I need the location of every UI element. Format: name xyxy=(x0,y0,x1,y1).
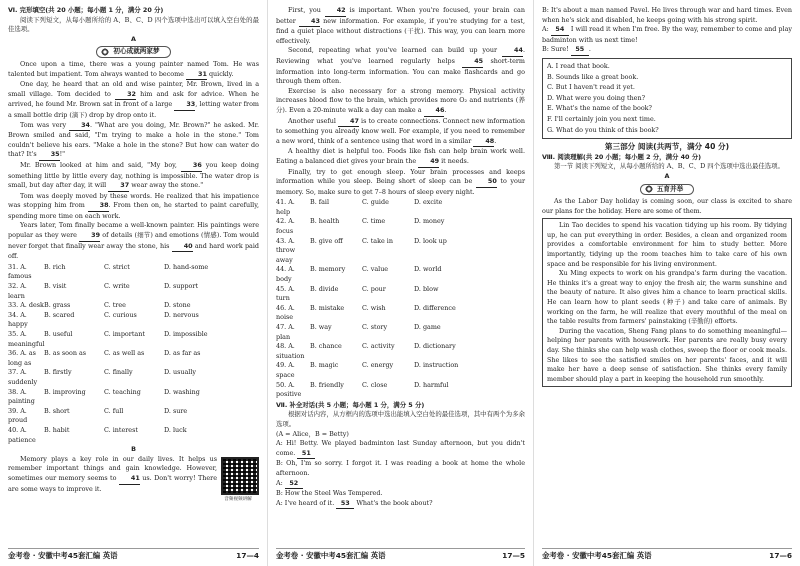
paragraph: One day, he heard that an old and wise painter, Mr. Brown, lived in a small village. Tom decided to 32 him and ask for advice. When he arrived, he found Mr. Brown sat in front of a large 33, letting water from a small bottle drip (滴下) drop by drop onto it. xyxy=(8,80,259,119)
option: B. health xyxy=(310,217,340,226)
option: C. tree xyxy=(104,301,126,310)
plan-paragraph: Xu Ming expects to work on his grandpa's farm during the vacation. He thinks it's a great way to enjoy the fresh air, the warm sunshine and the beauty of nature. It also gives him a chance to learn practical skills. He can learn how to plant seeds (种子) and take care of animals. By working on the farm, he will realize that every mouthful of the meal on the table results from farmers' painstaking (辛勤的) efforts. xyxy=(547,269,787,326)
theme-banner xyxy=(8,46,259,58)
paragraph: Mr. Brown looked at him and said, "My boy, 36 you keep doing something little by little every day, nothing is impossible. The water drop is small, but day after day, it will 37 wear away the stone." xyxy=(8,161,259,192)
page-left xyxy=(0,0,267,566)
option: 49. A. space xyxy=(276,361,295,379)
page-number: 17—6 xyxy=(769,551,792,561)
option-row xyxy=(8,263,259,282)
section-title: Ⅷ. 阅读理解(共 20 小题；每小题 2 分，满分 40 分) xyxy=(542,152,702,161)
option: C. curious xyxy=(104,310,137,319)
option-row xyxy=(276,381,525,400)
option: 33. A. desk xyxy=(8,301,44,310)
option-row xyxy=(8,330,259,349)
blank-49: 49 xyxy=(418,157,439,168)
choice-item: G. What do you think of this book? xyxy=(547,125,659,134)
option: B. way xyxy=(310,323,332,331)
option: C. pour xyxy=(362,284,386,293)
option-row xyxy=(8,311,259,330)
choice-item: C. But I haven't read it yet. xyxy=(547,83,635,92)
passage-a xyxy=(8,60,259,262)
option: C. important xyxy=(104,330,145,338)
blank-41: 41 xyxy=(119,474,140,485)
option: 37. A. suddenly xyxy=(8,368,38,386)
passage-label: B xyxy=(131,445,136,454)
option: 31. A. famous xyxy=(8,262,32,281)
option: C. as well as xyxy=(104,349,145,358)
blank-50: 50 xyxy=(476,177,497,188)
option: B. mistake xyxy=(310,303,345,312)
option: D. as far as xyxy=(164,349,201,358)
option: C. write xyxy=(104,282,130,291)
option-row xyxy=(276,304,525,323)
blank-51: 51 xyxy=(297,449,315,460)
option: B. rich xyxy=(44,262,66,271)
option: 32. A. learn xyxy=(8,282,27,300)
option: D. money xyxy=(414,217,445,226)
blank-37: 37 xyxy=(108,181,129,192)
option-row xyxy=(276,342,525,361)
paragraph: B: It's about a man named Pavel. He lives through war and hard times. Even when he's sick and disabled, he keeps going with his strong spirit. xyxy=(542,6,792,24)
plans-box xyxy=(542,218,792,387)
dialog-cont xyxy=(542,6,792,56)
option-row xyxy=(276,237,525,266)
option: D. excite xyxy=(414,198,443,207)
option: D. support xyxy=(164,282,199,291)
option-row xyxy=(8,349,259,368)
paragraph: A: I've heard of it. 53 What's the book about? xyxy=(276,499,525,510)
option: C. strict xyxy=(104,262,130,271)
paragraph: A: 54 I will read it when I'm free. By the way, remember to come and play badminton with us next time! xyxy=(542,25,792,44)
option-row xyxy=(8,368,259,387)
option: D. nervous xyxy=(164,310,199,319)
blank-31: 31 xyxy=(186,70,207,81)
option: D. world xyxy=(414,265,442,274)
option: D. blow xyxy=(414,284,439,293)
option: D. washing xyxy=(164,387,200,396)
paragraph: Once upon a time, there was a young painter named Tom. He was talented but impatient. Tom always wanted to become 31 quickly. xyxy=(8,60,259,80)
option: 47. A. plan xyxy=(276,323,295,341)
blank-44: 44 xyxy=(502,46,523,57)
options-31-40 xyxy=(8,263,259,445)
blank-52: 52 xyxy=(285,479,303,490)
blank-34: 34 xyxy=(69,121,90,132)
option: 35. A. meaningful xyxy=(8,330,45,348)
option-row xyxy=(8,388,259,407)
theme-label: 初心成就两家梦 xyxy=(113,47,160,56)
option: 45. A. turn xyxy=(276,284,295,303)
option: B. memory xyxy=(310,265,346,274)
blank-40: 40 xyxy=(172,242,193,253)
option: C. wish xyxy=(362,303,386,312)
option: C. interest xyxy=(104,425,138,434)
option-row xyxy=(276,323,525,342)
option: 48. A. situation xyxy=(276,342,305,360)
option: B. short xyxy=(44,406,70,415)
option: 36. A. as long as xyxy=(8,349,36,367)
option: 44. A. body xyxy=(276,265,295,284)
option: D. luck xyxy=(164,425,187,434)
footer-title: 金考卷 · 安徽中考45套汇编 英语 xyxy=(542,551,652,561)
option: B. grass xyxy=(44,301,71,310)
choice-item: D. What were you doing then? xyxy=(547,93,646,102)
option: D. harmful xyxy=(414,380,449,389)
option: 46. A. noise xyxy=(276,303,295,322)
footer xyxy=(542,548,792,561)
footer xyxy=(8,548,259,561)
choice-box xyxy=(542,58,792,139)
qr-code-icon xyxy=(221,457,259,495)
option: C. value xyxy=(362,265,389,274)
paragraph: Finally, try to get enough sleep. Your brain processes and keeps information while you sleep. Being short of sleep can be 50 to your memory. So, make sure to get 7–8 hours of sleep every night. xyxy=(276,167,526,196)
option: B. firstly xyxy=(44,368,72,377)
plan-paragraph: Lin Tao decides to spend his vacation tidying up his room. By tidying up, he can put everything in order. Besides, a clean and organized room provides a comfortable environment for him to study better. More importantly, tidying up the room teaches him to take care of his own space and be responsible for his living environment. xyxy=(547,221,787,268)
option: 41. A. help xyxy=(276,198,295,216)
instructions: 阅读下列短文，从每小题所给的 A、B、C、D 四个选项中选出可以填入空白处的最佳选项。 xyxy=(8,15,259,34)
page-right xyxy=(533,0,800,566)
option: 40. A. patience xyxy=(8,425,36,444)
flower-icon xyxy=(645,185,653,193)
option-row xyxy=(8,282,259,301)
footer xyxy=(276,548,525,561)
option: B. scared xyxy=(44,310,75,319)
option: D. dictionary xyxy=(414,342,456,351)
choice-item: A. I read that book. xyxy=(547,61,610,70)
blank-45: 45 xyxy=(462,57,483,68)
option: 39. A. proud xyxy=(8,406,28,425)
choice-item: F. I'll certainly join you next time. xyxy=(547,114,656,123)
page-number: 17—4 xyxy=(236,551,259,561)
blank-53: 53 xyxy=(336,499,354,510)
option: 50. A. positive xyxy=(276,380,302,399)
blank-55: 55 xyxy=(571,45,589,56)
option: 43. A. throw away xyxy=(276,236,296,264)
option: 34. A. happy xyxy=(8,310,28,329)
option: B. habit xyxy=(44,425,70,434)
choice-item: E. What's the name of the book? xyxy=(547,104,652,113)
passage-label: A xyxy=(664,171,670,180)
paragraph: A healthy diet is helpful too. Foods like fish can help brain work well. Eating a balanced diet gives your brain the 49 it needs. xyxy=(276,147,525,167)
option: C. teaching xyxy=(104,387,141,396)
passage-label: A xyxy=(131,34,136,43)
speakers: (A = Alice，B = Betty) xyxy=(276,429,349,438)
option: B. fail xyxy=(310,198,330,207)
option: C. energy xyxy=(362,361,394,370)
blank-54: 54 xyxy=(551,25,569,36)
option: D. difference xyxy=(414,303,456,312)
option-row xyxy=(276,198,525,217)
option-row xyxy=(8,407,259,426)
option: B. useful xyxy=(44,330,73,338)
option: 38. A. painting xyxy=(8,387,35,406)
option-row xyxy=(276,265,525,284)
paragraph: Second, repeating what you've learned can build up your 44. Reviewing what you've learned regularly helps 45 short-term information into long-term information. You can make flashcards and go through them often. xyxy=(276,46,525,86)
option: C. activity xyxy=(362,342,395,351)
option: B. magic xyxy=(310,361,339,370)
option: B. divide xyxy=(310,284,339,293)
option: B. improving xyxy=(44,387,86,396)
paragraph: A: Hi! Betty. We played badminton last Sunday afternoon, but you didn't come. 51 xyxy=(276,439,525,459)
blank-43: 43 xyxy=(299,17,320,28)
option: C. take in xyxy=(362,236,393,245)
option-row xyxy=(8,426,259,445)
blank-46: 46 xyxy=(424,106,445,117)
paragraph: Tom was deeply moved by these words. He realized that his impatience was stopping him from 38. From then on, he started to paint carefully, spending more time on each work. xyxy=(8,191,259,220)
option-row xyxy=(8,301,259,311)
option-row xyxy=(276,361,525,380)
part-title: 第三部分 阅读(共两节，满分 40 分) xyxy=(604,142,730,152)
option: D. usually xyxy=(164,368,196,377)
option: D. look up xyxy=(414,236,447,245)
footer-title: 金考卷 · 安徽中考45套汇编 英语 xyxy=(276,551,386,561)
blank-36: 36 xyxy=(181,161,202,172)
blank-47: 47 xyxy=(338,117,359,128)
option: D. impossible xyxy=(164,330,208,338)
paragraph: B: Oh, I'm so sorry. I forgot it. I was reading a book at home the whole afternoon. xyxy=(276,459,525,477)
passage-b-cont xyxy=(276,6,525,197)
instructions: 第一节 阅读下列短文，从每小题所给的 A、B、C、D 四个选项中选出最佳选项。 xyxy=(554,162,784,171)
section-title: Ⅶ. 补全对话(共 5 小题；每小题 1 分，满分 5 分) xyxy=(276,400,425,409)
option-row xyxy=(276,217,525,236)
blank-38: 38 xyxy=(88,201,109,212)
option: B. chance xyxy=(310,342,342,351)
qr-caption: 音频视频讲解 xyxy=(224,496,252,502)
blank-33: 33 xyxy=(174,100,195,111)
paragraph: Exercise is also necessary for a strong memory. Physical activity increases blood flow to the brain, which provides more O₂ and nutrients (养分). Even a 20-minute walk a day can make a 46. xyxy=(276,87,525,117)
instructions: 根据对话内容，从方框内的选项中选出能填入空白处的最佳选项，其中有两个为多余选项。 xyxy=(276,410,525,428)
intro-para: As the Labor Day holiday is coming soon, our class is excited to share our plans for the holiday. Here are some of them. xyxy=(542,197,792,215)
theme-label: 五育并举 xyxy=(656,184,684,193)
passage-b-para: Memory plays a key role in our daily lives. It helps us remember important things and gain knowledge. However, sometimes our memory seems to 41 us. Don't worry! There are some ways to improve it. xyxy=(8,454,217,493)
paragraph: First, you 42 is important. When you're focused, your brain can better 43 new information. For example, if you're studying for a test, find a quiet place without distractions (干扰). This way, you can learn more effectively. xyxy=(276,6,525,45)
option: C. full xyxy=(104,406,124,415)
section-title: Ⅵ. 完形填空(共 20 小题；每小题 1 分，满分 20 分) xyxy=(8,6,164,14)
option: D. instruction xyxy=(414,361,459,370)
paragraph: B: Sure! 55 . xyxy=(542,45,792,56)
flower-icon xyxy=(101,48,109,56)
paragraph: Tom was very 34. "What are you doing, Mr. Brown?" he asked. Mr. Brown smiled and said, "I'm trying to make a hole in the stone." Tom couldn't believe his ears. "Make a hole in the stone? But how can water do that? It's 35!" xyxy=(8,121,259,161)
option: D. hand-some xyxy=(164,262,209,271)
option: B. visit xyxy=(44,282,67,291)
blank-48: 48 xyxy=(473,137,494,148)
option: B. friendly xyxy=(310,380,344,389)
paragraph: Another useful 47 is to create connections. Connect new information to something you already know well. For example, if you need to remember a new word, think of a sentence using that word in a similar 48. xyxy=(276,117,525,148)
option: 42. A. focus xyxy=(276,217,295,236)
paragraph: A: 52 xyxy=(276,479,525,490)
blank-32: 32 xyxy=(115,90,136,101)
option: D. stone xyxy=(164,301,191,310)
paragraph: Years later, Tom finally became a well-known painter. His paintings were popular as they were 39 of details (细节) and emotions (情感). Tom would never forget that finally wear away the stone, his 40 and hard work paid off. xyxy=(8,221,260,261)
option: D. sure xyxy=(164,406,188,415)
option: B. give off xyxy=(310,236,343,245)
option: C. time xyxy=(362,217,386,226)
page-middle xyxy=(267,0,533,566)
page-number: 17—5 xyxy=(502,551,525,561)
theme-banner xyxy=(542,184,792,196)
option: B. as soon as xyxy=(44,349,87,358)
option: C. story xyxy=(362,323,388,331)
option: D. game xyxy=(414,323,441,331)
paragraph: B: How the Steel Was Tempered. xyxy=(276,489,383,498)
options-41-50 xyxy=(276,198,525,399)
blank-35: 35 xyxy=(39,150,60,161)
choice-item: B. Sounds like a great book. xyxy=(547,72,639,81)
option: C. close xyxy=(362,380,388,389)
dialog xyxy=(276,439,525,509)
blank-42: 42 xyxy=(325,6,346,17)
option-row xyxy=(276,285,525,304)
footer-title: 金考卷 · 安徽中考45套汇编 英语 xyxy=(8,551,118,561)
blank-39: 39 xyxy=(79,231,100,242)
option: C. finally xyxy=(104,368,133,377)
plan-paragraph: During the vacation, Sheng Fang plans to do something meaningful—helping her parents with housework. Her parents are really busy every day. She thinks she can help wash clothes, sweep the floor or cook meals. She likes to see the satisfied smiles on her parents' faces, and it will make her have a deep sense of satisfaction. She thinks every family member should play a part in keeping the household run smoothly. xyxy=(547,326,787,383)
option: C. guide xyxy=(362,198,389,207)
